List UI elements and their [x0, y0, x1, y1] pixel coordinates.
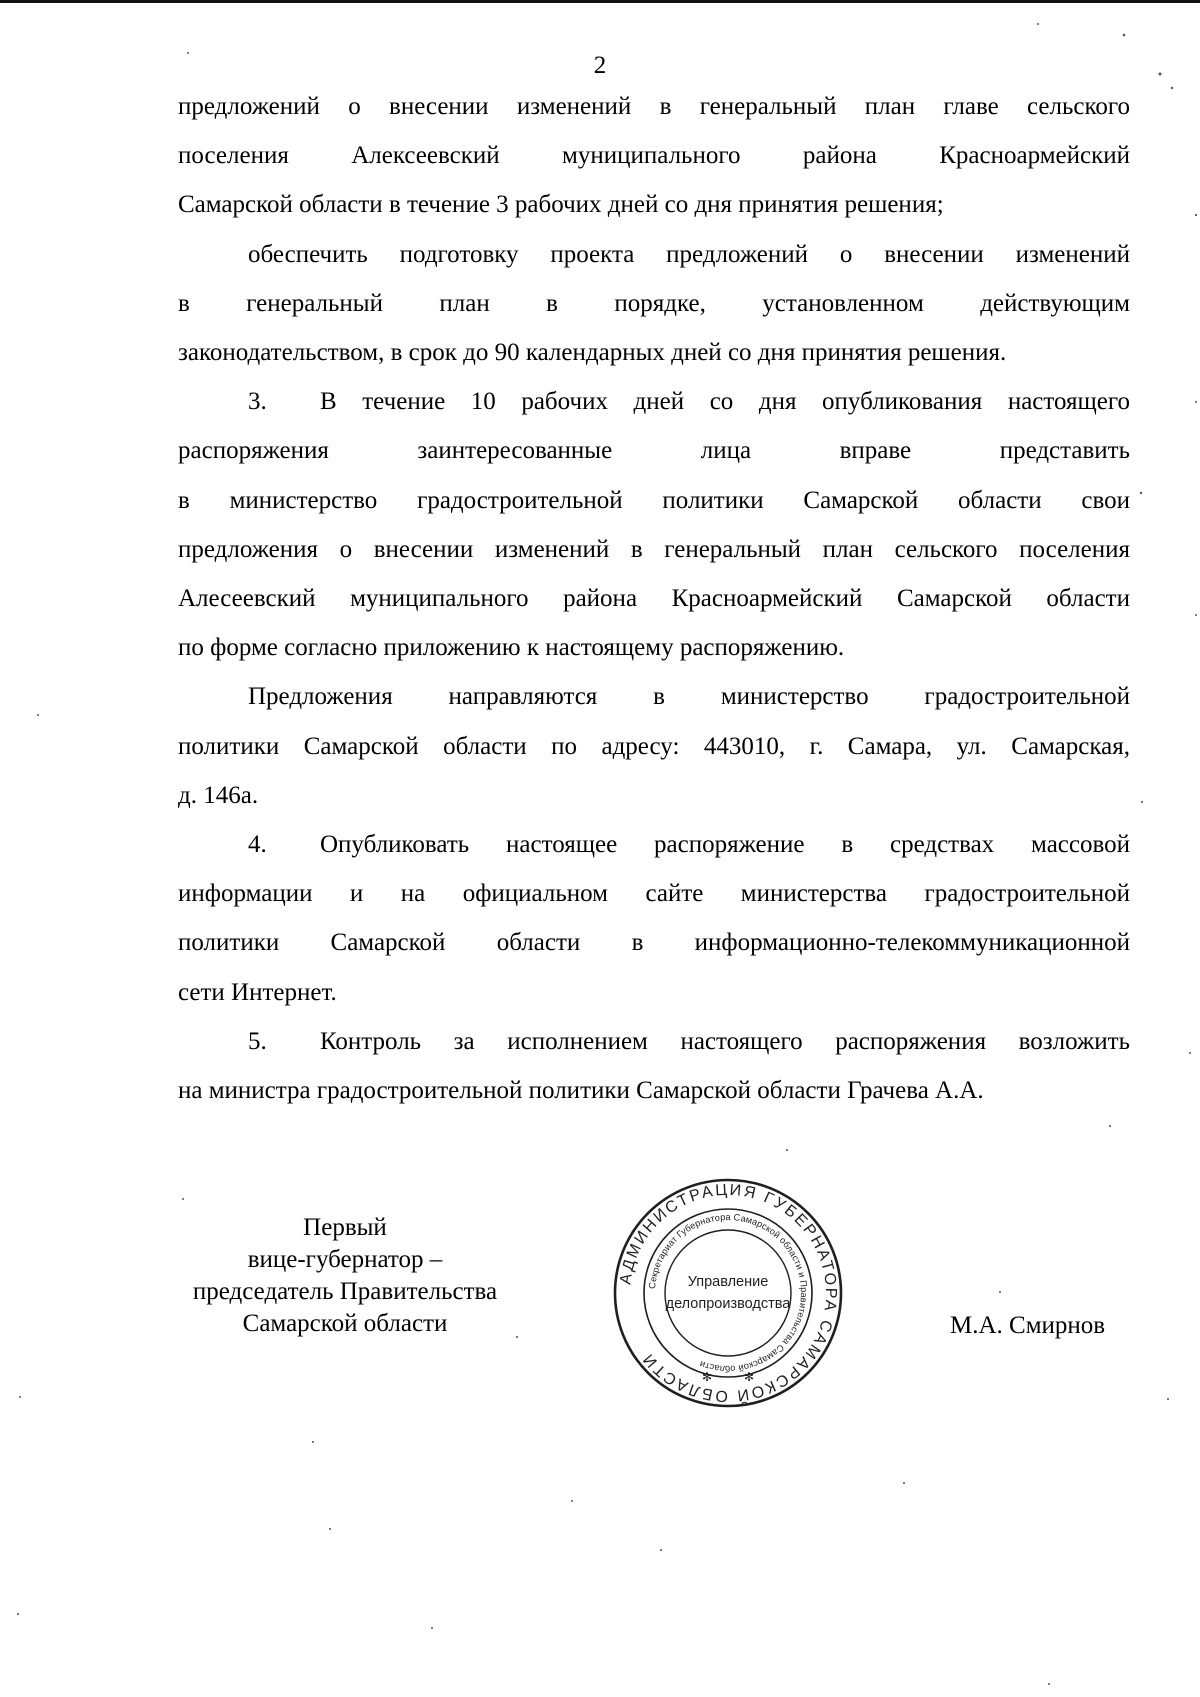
paragraph-item-3: [178, 377, 1130, 672]
seal-star-icon: ✻: [701, 1370, 713, 1384]
text-line: [178, 820, 1130, 869]
signatory-title-line: председатель Правительства: [192, 1278, 498, 1305]
signatory-name: М.А. Смирнов: [950, 1312, 1106, 1339]
text-line: Алесеевский муниципального района Красноармейский Самарской области: [178, 585, 1130, 613]
paragraph-item-5: [178, 1017, 1130, 1115]
text-line: Предложения направляются в министерство градостроительной: [248, 683, 1130, 711]
paragraph-continuation: [178, 82, 1130, 230]
text-line: В течение 10 рабочих дней со дня опубликования настоящего: [320, 388, 1130, 416]
seal-inner-circle: [665, 1230, 791, 1356]
item-number: 3.: [248, 388, 267, 416]
text-line: Самарской области в течение 3 рабочих дней со дня принятия решения;: [178, 191, 944, 219]
text-line: по форме согласно приложению к настоящему распоряжению.: [178, 634, 845, 662]
text-line: предложения о внесении изменений в генеральный план сельского поселения: [178, 535, 1130, 563]
page-number: 2: [593, 52, 607, 79]
paragraph-item-4: [178, 820, 1130, 1017]
seal-center-line: делопроизводства: [665, 1296, 791, 1312]
seal-middle-circle: [644, 1209, 812, 1377]
seal-center-line: Управление: [687, 1274, 769, 1290]
text-line: политики Самарской области по адресу: 443010, г. Самара, ул. Самарская,: [178, 732, 1130, 760]
text-line: на министра градостроительной политики Самарской области Грачева А.А.: [178, 1077, 984, 1105]
text-line: информации и на официальном сайте министерства градостроительной: [178, 880, 1130, 908]
signatory-title-line: Самарской области: [242, 1310, 448, 1337]
text-line: предложений о внесении изменений в генеральный план главе сельского: [178, 93, 1130, 120]
signatory-title-line: Первый: [303, 1214, 387, 1241]
seal-outer-ring-text: АДМИНИСТРАЦИЯ ГУБЕРНАТОРА САМАРСКОЙ ОБЛАСТИ: [617, 1181, 840, 1405]
text-line: [178, 1017, 1130, 1066]
top-rule: [0, 0, 1200, 3]
text-line: д. 146а.: [178, 781, 259, 809]
text-line: законодательством, в срок до 90 календарных дней со дня принятия решения.: [178, 339, 1007, 367]
text-line: сети Интернет.: [178, 978, 337, 1006]
official-seal: [608, 1173, 848, 1413]
signatory-title: [160, 1212, 530, 1340]
text-line: политики Самарской области в информационно-телекоммуникационной: [178, 929, 1130, 957]
item-number: 4.: [248, 831, 267, 859]
text-line: обеспечить подготовку проекта предложений о внесении изменений: [248, 240, 1130, 268]
text-line: Контроль за исполнением настоящего распоряжения возложить: [320, 1027, 1130, 1055]
text-line: поселения Алексеевский муниципального района Красноармейский: [178, 142, 1130, 170]
seal-star-icon: ✻: [743, 1370, 755, 1384]
text-line: [178, 377, 1130, 426]
text-line: распоряжения заинтересованные лица вправе представить: [178, 437, 1130, 465]
text-line: в генеральный план в порядке, установленном действующим: [178, 289, 1130, 317]
text-line: в министерство градостроительной политики Самарской области свои: [178, 486, 1130, 514]
seal-inner-ring-text: Секретариат Губернатора Самарской области и Правительства Самарской области: [647, 1211, 810, 1375]
document-body: [178, 82, 1130, 1115]
signatory-title-line: вице-губернатор –: [247, 1246, 443, 1273]
item-number: 5.: [248, 1027, 267, 1055]
paragraph-address: [178, 672, 1130, 820]
text-line: Опубликовать настоящее распоряжение в средствах массовой: [320, 831, 1130, 859]
paragraph-prepare-proposals: [178, 230, 1130, 378]
